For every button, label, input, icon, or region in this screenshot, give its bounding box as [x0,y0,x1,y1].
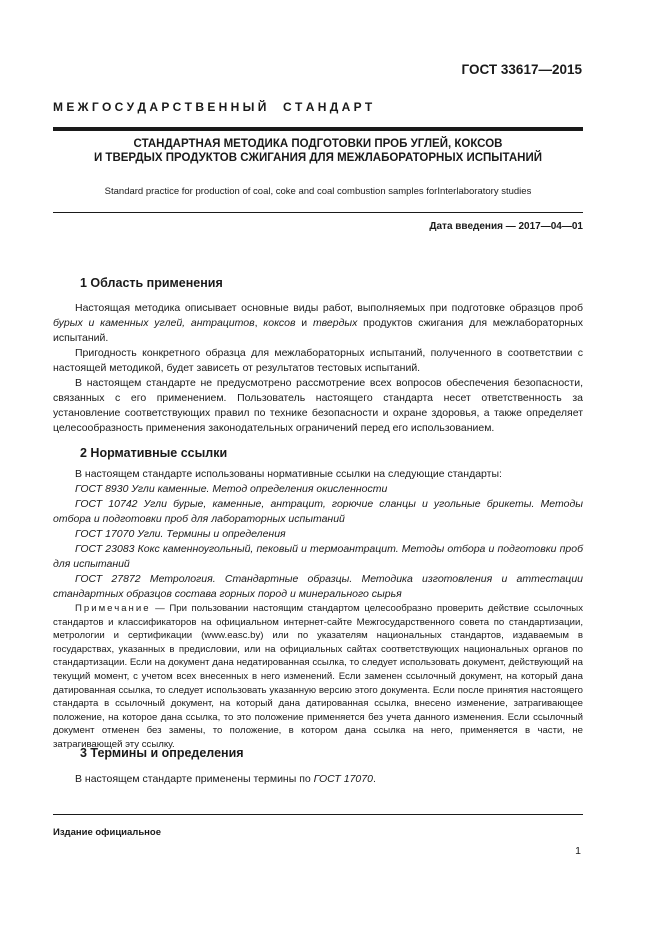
official-edition-label: Издание официальное [53,827,161,838]
introduction-date: Дата введения — 2017—04—01 [429,221,583,232]
title-divider [53,212,583,213]
gost-number: ГОСТ 33617—2015 [461,62,582,77]
section-1-paragraph-1: Настоящая методика описывает основные виды работ, выполняемых при подготовке образцов проб бурых и каменных углей, антрацитов, коксов и твердых продуктов сжигания для межлабораторных испытаний. [53,302,584,344]
section-2-body [53,467,583,602]
section-1-heading: 1 Область применения [80,276,223,290]
reference-item: ГОСТ 23083 Кокс каменноугольный, пековый и термоантрацит. Методы отбора и подготовки проб для испытаний [53,543,583,570]
header-divider-thick [53,127,583,131]
footer-divider [53,814,583,815]
section-1-body [53,301,583,436]
reference-note [53,602,583,752]
section-2-heading: 2 Нормативные ссылки [80,446,228,460]
document-title [53,137,583,165]
section-1-paragraph-3: В настоящем стандарте не предусмотрено рассмотрение всех вопросов обеспечения безопасности, связанных с его применением. Пользователь настоящего стандарта несет ответственность за установление соответствующих правил по технике безопасности и охране здоровья, а также определяет целесообразность применения законодательных ограничений перед его использованием. [53,377,583,434]
section-3-heading: 3 Термины и определения [80,746,244,760]
section-1-paragraph-2: Пригодность конкретного образца для межлабораторных испытаний, полученного в соответствии с настоящей методикой, будет зависеть от результатов тестовых испытаний. [53,347,583,374]
english-title: Standard practice for production of coal, coke and coal combustion samples forInterlaboratory studies [104,186,532,197]
section-2-intro: В настоящем стандарте использованы нормативные ссылки на следующие стандарты: [75,468,502,480]
reference-item: ГОСТ 27872 Метрология. Стандартные образцы. Методика изготовления и аттестации стандартных образцов состава горных пород и минерального сырья [53,573,583,600]
title-line-2: И ТВЕРДЫХ ПРОДУКТОВ СЖИГАНИЯ ДЛЯ МЕЖЛАБОРАТОРНЫХ ИСПЫТАНИЙ [93,152,543,164]
reference-item: ГОСТ 8930 Угли каменные. Метод определения окисленности [75,483,388,495]
reference-item: ГОСТ 17070 Угли. Термины и определения [75,528,286,540]
section-3-body [53,772,583,787]
section-3-paragraph-1: В настоящем стандарте применены термины по ГОСТ 17070. [75,773,376,785]
note-label: Примечание [75,603,151,614]
reference-item: ГОСТ 10742 Угли бурые, каменные, антрацит, горючие сланцы и угольные брикеты. Методы отбора и подготовки проб для лабораторных испытаний [53,498,583,525]
interstate-standard-banner: М Е Ж Г О С У Д А Р С Т В Е Н Н Ы Й С Т А Н Д А Р Т [53,100,373,114]
title-line-1: СТАНДАРТНАЯ МЕТОДИКА ПОДГОТОВКИ ПРОБ УГЛЕЙ, КОКСОВ [133,138,503,150]
note-text: — При пользовании настоящим стандартом целесообразно проверить действие ссылочных стандартов и классификаторов на официальном интернет-сайте Межгосударственного совета по стандартизации, метрологии и сертификации (www.easc.by) или по указателям национальных стандартов, издаваемым в государствах, указанных в предисловии, или на официальных сайтах соответствующих национальных органов по стандартизации. Если на документ дана недатированная ссылка, то следует использовать документ, действующий на текущий момент, с учетом всех внесенных в него изменений. Если заменен ссылочный документ, на который дана датированная ссылка, то следует использовать указанную версию этого документа. Если после принятия настоящего стандарта в ссылочный документ, на который дана датированная ссылка, внесено изменение, затрагивающее положение, на которое дана ссылка, то это положение применяется без учета данного изменения. Если ссылочный документ отменен без замены, то положение, в котором дана ссылка на него, применяется в части, не затрагивающей эту ссылку. [53,603,583,750]
page-number: 1 [575,845,581,857]
